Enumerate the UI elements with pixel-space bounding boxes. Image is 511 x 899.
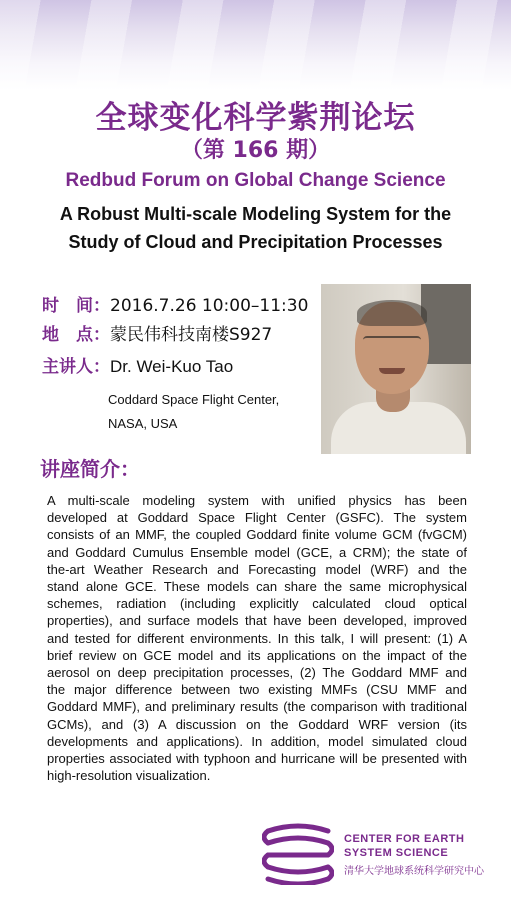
logo-text-line-2: SYSTEM SCIENCE bbox=[344, 847, 449, 859]
abstract-line: developments and applications). In addition, model simulated cloud bbox=[47, 733, 467, 749]
speaker-name: Dr. Wei-Kuo Tao bbox=[110, 357, 234, 376]
abstract-line: and Goddard Cumulus Ensemble model (GCE, a CRM); the state of bbox=[47, 544, 467, 560]
abstract-line: stand alone GCE. These models can share the same microphysical bbox=[47, 579, 467, 594]
header-background bbox=[0, 0, 511, 90]
time-value: 2016.7.26 10:00–11:30 bbox=[110, 296, 309, 316]
speaker-row bbox=[42, 352, 233, 377]
talk-title-line-1: A Robust Multi-scale Modeling System for the bbox=[59, 204, 452, 224]
abstract-line: consists of an MMF, the coupled Goddard finite volume GCM (fvGCM) bbox=[47, 527, 467, 543]
talk-title-line-2: Study of Cloud and Precipitation Processes bbox=[68, 232, 443, 252]
abstract-line: Goddard MMF), and preliminary results (the comparison with traditional bbox=[47, 699, 467, 715]
place-row bbox=[42, 320, 272, 345]
center-logo-icon bbox=[262, 823, 334, 885]
abstract-line: brief review on GCE model and its applications on the impact of the bbox=[47, 647, 467, 663]
speaker-photo bbox=[321, 284, 471, 454]
abstract-line: the-art Weather Research and Forecasting model (WRF) and the bbox=[47, 561, 467, 577]
logo-text-line-1: CENTER FOR EARTH bbox=[344, 833, 465, 845]
abstract-line: schemes, radiation (including explicitly calculated cloud optical bbox=[47, 596, 467, 612]
forum-title-en: Redbud Forum on Global Change Science bbox=[65, 170, 446, 191]
place-value: 蒙民伟科技南楼S927 bbox=[110, 325, 273, 345]
abstract-line: properties), and surface models that have been developed, improved bbox=[47, 613, 467, 629]
affiliation-line-1: Coddard Space Flight Center, bbox=[108, 392, 280, 407]
abstract-line: GCMs), and (3) A discussion on the Goddard WRF version (its bbox=[47, 716, 467, 732]
logo-text-cn: 清华大学地球系统科学研究中心 bbox=[344, 866, 484, 877]
time-row bbox=[42, 291, 308, 316]
affiliation-line-2: NASA, USA bbox=[108, 416, 178, 431]
abstract-line: aerosol on deep precipitation processes, (2) The Goddard MMF and bbox=[47, 665, 467, 680]
speaker-label: 主讲人： bbox=[42, 357, 110, 377]
place-label: 地 点： bbox=[42, 325, 110, 345]
time-label: 时 间： bbox=[42, 296, 110, 316]
abstract-line: developed at Goddard Space Flight Center (GSFC). The system bbox=[47, 510, 467, 526]
abstract-line: properties associated with typhoon and hurricane will be presented with bbox=[47, 751, 467, 766]
abstract-line: and tested for different environments. In this talk, I will present: (1) A bbox=[47, 630, 467, 646]
abstract-heading: 讲座简介： bbox=[40, 457, 140, 481]
abstract-line: A multi-scale modeling system with unified physics has been bbox=[47, 493, 467, 508]
forum-title-cn: 全球变化科学紫荆论坛 bbox=[95, 100, 416, 136]
issue-number: （第 166 期） bbox=[180, 138, 331, 163]
abstract-line: high-resolution visualization. bbox=[47, 768, 211, 784]
abstract-line: the major difference between two existing MMFs (CSU MMF and bbox=[47, 682, 467, 698]
